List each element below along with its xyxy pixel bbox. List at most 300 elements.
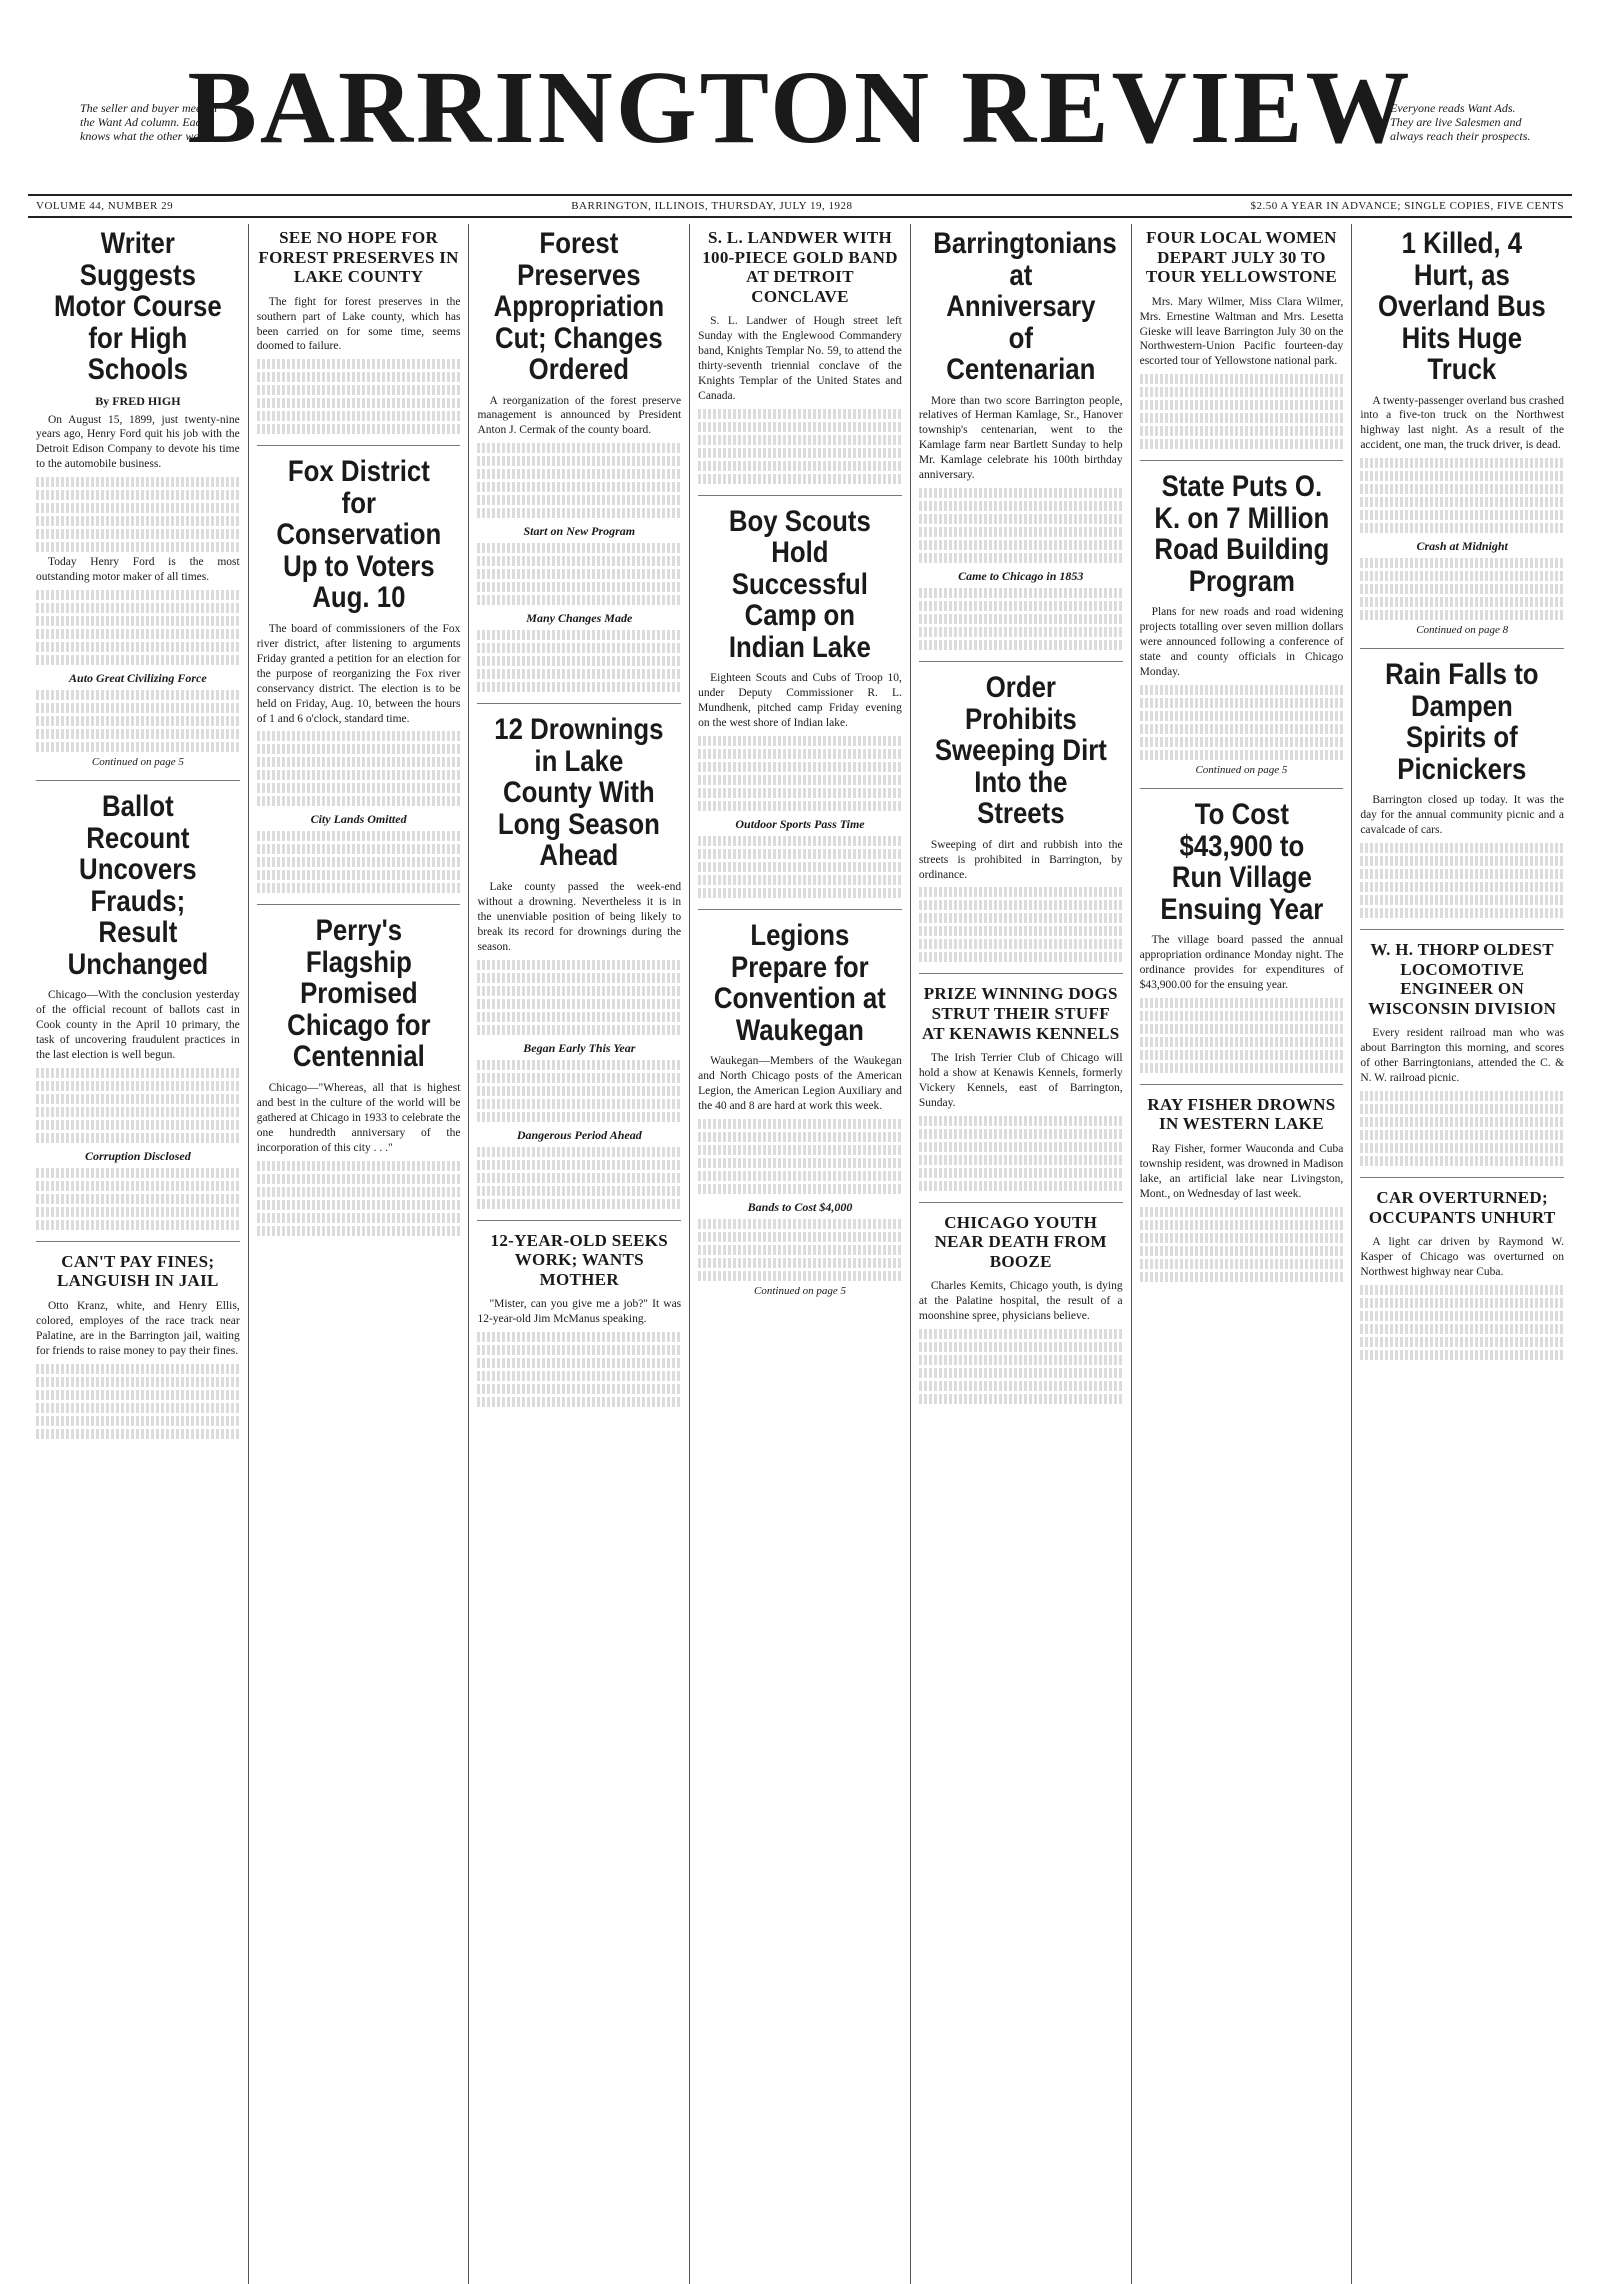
illegible-text-line [698, 448, 902, 458]
illegible-text-line [1140, 1259, 1344, 1269]
illegible-text-line [1140, 724, 1344, 734]
article-headline: S. L. LANDWER WITH 100-PIECE GOLD BAND AT DETROIT CONCLAVE [702, 228, 898, 306]
illegible-text-line [1360, 1350, 1564, 1360]
illegible-text-line [36, 1429, 240, 1439]
illegible-text-line [477, 1358, 681, 1368]
article-paragraph: The Irish Terrier Club of Chicago will hold a show at Kenawis Kennels, formerly Vickery Kennels, east of Barrington, Sunday. [918, 1052, 1123, 1109]
illegible-text-line [1140, 1063, 1344, 1073]
article-subhead: Came to Chicago in 1853 [958, 569, 1084, 584]
illegible-text-line [1360, 523, 1564, 533]
illegible-text-line [36, 516, 240, 526]
illegible-text-line [698, 849, 902, 859]
article-paragraph: S. L. Landwer of Hough street left Sunday with the Englewood Commandery band, Knights Templar No. 59, to attend the thirty-seventh triennial conclave of the Knights Templar of the United States and Canada. [698, 315, 902, 402]
illegible-text-line [477, 1060, 681, 1070]
article-headline: W. H. THORP OLDEST LOCOMOTIVE ENGINEER ON WISCONSIN DIVISION [1368, 940, 1557, 1018]
illegible-text-line [257, 411, 461, 421]
illegible-text-line [1360, 484, 1564, 494]
illegible-text-line [698, 435, 902, 445]
article [257, 228, 461, 446]
illegible-text-line [1360, 882, 1564, 892]
illegible-text-line [1360, 1298, 1564, 1308]
column-4 [690, 224, 911, 2284]
illegible-text-line [919, 913, 1123, 923]
illegible-text-line [477, 1012, 681, 1022]
illegible-text-line [698, 422, 902, 432]
illegible-text-line [477, 973, 681, 983]
illegible-text-line [1360, 571, 1564, 581]
illegible-text-line [1360, 1324, 1564, 1334]
illegible-text-line [36, 1120, 240, 1130]
illegible-text-line [698, 1145, 902, 1155]
illegible-text-line [1140, 711, 1344, 721]
illegible-text-line [1360, 843, 1564, 853]
article-paragraph: Today Henry Ford is the most outstanding motor maker of all times. [36, 556, 240, 584]
article-headline: Barringtonians at Anniversary of Centenarian [933, 227, 1117, 386]
illegible-text-line [1360, 1156, 1564, 1166]
illegible-text-line [36, 1068, 240, 1078]
illegible-text-line [1140, 1037, 1344, 1047]
illegible-text-line [36, 1364, 240, 1374]
article-subhead: City Lands Omitted [310, 812, 407, 827]
illegible-text-line [477, 960, 681, 970]
illegible-text-line [919, 1129, 1123, 1139]
article-headline: CHICAGO YOUTH NEAR DEATH FROM BOOZE [934, 1212, 1107, 1271]
article-headline: State Puts O. K. on 7 Million Road Building Program [1154, 470, 1329, 598]
illegible-text-line [1140, 1011, 1344, 1021]
article-subhead: Auto Great Civilizing Force [69, 671, 207, 686]
illegible-text-line [477, 1160, 681, 1170]
illegible-text-line [919, 1142, 1123, 1152]
article-paragraph: Plans for new roads and road widening projects totalling over seven million dollars were announced following a conference of state and county officials in Chicago Monday. [1139, 606, 1344, 679]
illegible-text-line [919, 553, 1123, 563]
illegible-text-line [477, 1086, 681, 1096]
illegible-text-line [36, 1094, 240, 1104]
illegible-text-line [477, 1073, 681, 1083]
illegible-text-line [36, 503, 240, 513]
article [257, 915, 461, 1246]
illegible-text-line [257, 831, 461, 841]
illegible-text-line [919, 488, 1123, 498]
illegible-text-line [257, 770, 461, 780]
article [257, 456, 461, 905]
illegible-text-line [36, 616, 240, 626]
article [1360, 659, 1564, 930]
article-headline: RAY FISHER DROWNS IN WESTERN LAKE [1147, 1094, 1336, 1134]
illegible-text-line [36, 477, 240, 487]
illegible-text-line [477, 1099, 681, 1109]
illegible-text-line [1360, 584, 1564, 594]
illegible-text-line [1140, 1233, 1344, 1243]
illegible-text-line [257, 372, 461, 382]
column-2 [249, 224, 470, 2284]
illegible-text-line [257, 359, 461, 369]
illegible-text-line [477, 656, 681, 666]
column-1 [28, 224, 249, 2284]
illegible-text-line [1360, 1143, 1564, 1153]
illegible-text-line [698, 474, 902, 484]
illegible-text-line [919, 514, 1123, 524]
illegible-text-line [919, 1168, 1123, 1178]
article-subhead: Crash at Midnight [1416, 539, 1508, 554]
illegible-text-line [477, 1147, 681, 1157]
illegible-text-line [698, 875, 902, 885]
illegible-text-line [698, 836, 902, 846]
illegible-text-line [1360, 1091, 1564, 1101]
article [1140, 1095, 1344, 1293]
article-paragraph: The fight for forest preserves in the southern part of Lake county, which has been carried on for some time, seems doomed to failure. [256, 295, 461, 353]
illegible-text-line [919, 1381, 1123, 1391]
illegible-text-line [257, 844, 461, 854]
illegible-text-line [477, 1345, 681, 1355]
article-headline: Rain Falls to Dampen Spirits of Picnickers [1385, 658, 1539, 786]
illegible-text-line [698, 1271, 902, 1281]
illegible-text-line [919, 640, 1123, 650]
illegible-text-line [698, 775, 902, 785]
illegible-text-line [257, 731, 461, 741]
illegible-text-line [698, 888, 902, 898]
illegible-text-line [698, 1232, 902, 1242]
illegible-text-line [1140, 1050, 1344, 1060]
illegible-text-line [257, 1187, 461, 1197]
illegible-text-line [1140, 1272, 1344, 1282]
illegible-text-line [477, 986, 681, 996]
right-ear-note: Everyone reads Want Ads. They are live Salesmen and always reach their prospects. [1390, 101, 1531, 143]
illegible-text-line [36, 1107, 240, 1117]
article [919, 672, 1123, 974]
illegible-text-line [698, 788, 902, 798]
article-subhead: Bands to Cost $4,000 [747, 1199, 853, 1214]
illegible-text-line [919, 614, 1123, 624]
illegible-text-line [36, 642, 240, 652]
illegible-text-line [36, 1207, 240, 1217]
illegible-text-line [257, 796, 461, 806]
article [36, 228, 240, 781]
article-paragraph: Ray Fisher, former Wauconda and Cuba township resident, was drowned in Madison lake, an artificial lake near Livingston, Mont., on Wednesday of last week. [1139, 1142, 1344, 1200]
illegible-text-line [477, 1186, 681, 1196]
left-ear-note: The seller and buyer meet in the Want Ad column. Each knows what the other wants. [80, 101, 217, 143]
article-paragraph: Eighteen Scouts and Cubs of Troop 10, under Deputy Commissioner R. L. Mundhenk, pitched camp Friday evening on the west shore of Indian lake. [698, 672, 902, 730]
illegible-text-line [36, 703, 240, 713]
illegible-text-line [257, 757, 461, 767]
article-paragraph: A twenty-passenger overland bus crashed into a five-ton truck on the Northwest highway last night. As a result of the accident, one man, the truck driver, is dead. [1360, 394, 1565, 452]
illegible-text-line [257, 1161, 461, 1171]
illegible-text-line [36, 690, 240, 700]
illegible-text-line [36, 1220, 240, 1230]
illegible-text-line [477, 630, 681, 640]
illegible-text-line [698, 762, 902, 772]
article [919, 228, 1123, 662]
article [919, 1213, 1123, 1415]
illegible-text-line [477, 495, 681, 505]
illegible-text-line [1360, 1285, 1564, 1295]
illegible-text-line [477, 643, 681, 653]
illegible-text-line [36, 742, 240, 752]
illegible-text-line [698, 1158, 902, 1168]
illegible-text-line [1140, 737, 1344, 747]
illegible-text-line [257, 1226, 461, 1236]
illegible-text-line [919, 939, 1123, 949]
masthead [28, 14, 1572, 164]
illegible-text-line [919, 540, 1123, 550]
article-headline: Legions Prepare for Convention at Waukegan [714, 919, 887, 1047]
illegible-text-line [36, 590, 240, 600]
article-paragraph: Chicago—With the conclusion yesterday of the official recount of ballots cast in Cook county in the April 10 primary, the task of uncovering fraudulent practices in the last election is well begun. [36, 989, 240, 1061]
illegible-text-line [1140, 1024, 1344, 1034]
illegible-text-line [919, 1342, 1123, 1352]
illegible-text-line [477, 1173, 681, 1183]
continued-note: Continued on page 5 [1195, 764, 1288, 777]
illegible-text-line [1360, 1337, 1564, 1347]
illegible-text-line [477, 443, 681, 453]
article-headline: 12 Drownings in Lake County With Long Season Ahead [494, 713, 664, 873]
illegible-text-line [477, 1199, 681, 1209]
illegible-text-line [1140, 685, 1344, 695]
article-subhead: Outdoor Sports Pass Time [735, 817, 865, 832]
article-paragraph: Barrington closed up today. It was the day for the annual community picnic and a cavalcade of cars. [1360, 794, 1565, 837]
article-headline: SEE NO HOPE FOR FOREST PRESERVES IN LAKE COUNTY [258, 228, 459, 287]
illegible-text-line [257, 783, 461, 793]
column-3 [469, 224, 690, 2284]
article-paragraph: "Mister, can you give me a job?" It was 12-year-old Jim McManus speaking. [477, 1298, 682, 1326]
article-paragraph: Otto Kranz, white, and Henry Ellis, colored, employes of the race track near Palatine, are in the Barrington jail, waiting for friends to raise money to pay their fines. [36, 1299, 240, 1357]
illegible-text-line [919, 952, 1123, 962]
illegible-text-line [1140, 400, 1344, 410]
illegible-text-line [698, 736, 902, 746]
article-headline: Ballot Recount Uncovers Frauds; Result Unchanged [67, 790, 209, 981]
illegible-text-line [477, 999, 681, 1009]
illegible-text-line [477, 669, 681, 679]
column-5 [911, 224, 1132, 2284]
continued-note: Continued on page 5 [91, 756, 184, 769]
illegible-text-line [919, 627, 1123, 637]
illegible-text-line [257, 1174, 461, 1184]
illegible-text-line [1140, 1220, 1344, 1230]
article-paragraph: Every resident railroad man who was about Barrington this morning, and scores of other Barringtonians, attended the C. & N. W. railroad picnic. [1360, 1027, 1565, 1085]
article-headline: Fox District for Conservation Up to Voters Aug. 10 [276, 455, 442, 615]
article-headline: To Cost $43,900 to Run Village Ensuing Year [1159, 798, 1323, 926]
article-paragraph: Charles Kemits, Chicago youth, is dying at the Palatine hospital, the result of a moonshine spree, physicians believe. [918, 1280, 1123, 1323]
illegible-text-line [1360, 497, 1564, 507]
dateline-bar [28, 194, 1572, 218]
illegible-text-line [919, 1329, 1123, 1339]
illegible-text-line [698, 409, 902, 419]
article [1140, 471, 1344, 789]
illegible-text-line [919, 1155, 1123, 1165]
illegible-text-line [477, 556, 681, 566]
article-headline: FOUR LOCAL WOMEN DEPART JULY 30 TO TOUR YELLOWSTONE [1145, 228, 1337, 287]
illegible-text-line [919, 1116, 1123, 1126]
illegible-text-line [919, 588, 1123, 598]
article-paragraph: Waukegan—Members of the Waukegan and North Chicago posts of the American Legion, the American Legion Auxiliary and the 40 and 8 are hard at work this week. [698, 1055, 902, 1112]
article-columns [28, 224, 1572, 2284]
dateline: BARRINGTON, ILLINOIS, THURSDAY, JULY 19, 1928 [571, 200, 853, 212]
volume-number: VOLUME 44, NUMBER 29 [36, 200, 174, 212]
illegible-text-line [919, 900, 1123, 910]
article [1140, 799, 1344, 1085]
article [919, 984, 1123, 1202]
illegible-text-line [477, 1397, 681, 1407]
illegible-text-line [919, 1368, 1123, 1378]
illegible-text-line [36, 1081, 240, 1091]
article-paragraph: More than two score Barrington people, relatives of Herman Kamlage, Sr., Hanover township's centenarian, went to the Kamlage farm near Bartlett Sunday to help Mr. Kamlage celebrate his 100th birthday anniversary. [918, 394, 1123, 482]
illegible-text-line [919, 601, 1123, 611]
article-subhead: Began Early This Year [523, 1040, 636, 1055]
illegible-text-line [919, 501, 1123, 511]
illegible-text-line [257, 883, 461, 893]
illegible-text-line [698, 862, 902, 872]
article-subhead: Many Changes Made [526, 611, 633, 626]
article-paragraph: A light car driven by Raymond W. Kasper of Chicago was overturned on Northwest highway near Cuba. [1360, 1236, 1565, 1278]
article-paragraph: A reorganization of the forest preserve management is announced by President Anton J. Cermak of the county board. [477, 394, 682, 437]
illegible-text-line [36, 629, 240, 639]
illegible-text-line [257, 870, 461, 880]
illegible-text-line [477, 569, 681, 579]
article [1360, 1188, 1564, 1371]
illegible-text-line [36, 1168, 240, 1178]
illegible-text-line [1360, 458, 1564, 468]
article-paragraph: The board of commissioners of the Fox river district, after listening to arguments Friday granted a petition for an election for the purpose of reorganizing the Fox river conservancy district. The election is to be held on Friday, Aug. 10, between the hours of 1 and 6 o'clock, standard time. [256, 622, 461, 725]
illegible-text-line [36, 1390, 240, 1400]
illegible-text-line [257, 1213, 461, 1223]
illegible-text-line [36, 1377, 240, 1387]
illegible-text-line [1140, 998, 1344, 1008]
article-paragraph: Chicago—"Whereas, all that is highest and best in the culture of the world will be gathered at Chicago in 1933 to celebrate the one hundredth anniversary of the incorporation of this city . . ." [256, 1081, 461, 1154]
illegible-text-line [257, 744, 461, 754]
subscription-price: $2.50 A YEAR IN ADVANCE; SINGLE COPIES, FIVE CENTS [1250, 200, 1564, 212]
article [477, 714, 681, 1220]
article-headline: CAN'T PAY FINES; LANGUISH IN JAIL [57, 1251, 219, 1291]
illegible-text-line [36, 716, 240, 726]
illegible-text-line [36, 1133, 240, 1143]
article [698, 506, 902, 910]
article [698, 920, 902, 1309]
article [1360, 940, 1564, 1178]
article-headline: 12-YEAR-OLD SEEKS WORK; WANTS MOTHER [490, 1230, 669, 1289]
illegible-text-line [477, 543, 681, 553]
illegible-text-line [1360, 558, 1564, 568]
illegible-text-line [477, 482, 681, 492]
illegible-text-line [919, 1394, 1123, 1404]
illegible-text-line [1140, 750, 1344, 760]
illegible-text-line [36, 1194, 240, 1204]
article-headline: Order Prohibits Sweeping Dirt Into the Streets [934, 671, 1107, 831]
illegible-text-line [1140, 698, 1344, 708]
illegible-text-line [698, 1219, 902, 1229]
illegible-text-line [698, 461, 902, 471]
article-paragraph: Lake county passed the week-end without a drowning. Nevertheless it is in the unenviable position of being likely to break its record for drownings during the season. [477, 880, 682, 953]
illegible-text-line [1360, 471, 1564, 481]
article-headline: Boy Scouts Hold Successful Camp on Indian Lake [729, 504, 871, 664]
illegible-text-line [477, 508, 681, 518]
article [1140, 228, 1344, 461]
illegible-text-line [36, 729, 240, 739]
article-headline: CAR OVERTURNED; OCCUPANTS UNHURT [1368, 1188, 1556, 1227]
article-subhead: Dangerous Period Ahead [516, 1127, 642, 1142]
illegible-text-line [1360, 1130, 1564, 1140]
illegible-text-line [36, 529, 240, 539]
article-paragraph: Sweeping of dirt and rubbish into the streets is prohibited in Barrington, by ordinance. [918, 838, 1123, 881]
illegible-text-line [36, 1403, 240, 1413]
illegible-text-line [698, 1245, 902, 1255]
illegible-text-line [698, 801, 902, 811]
illegible-text-line [36, 490, 240, 500]
illegible-text-line [1140, 1246, 1344, 1256]
illegible-text-line [919, 887, 1123, 897]
newspaper-title: BARRINGTON REVIEW [187, 50, 1413, 165]
illegible-text-line [477, 1025, 681, 1035]
illegible-text-line [36, 655, 240, 665]
continued-note: Continued on page 5 [754, 1284, 846, 1297]
column-7 [1352, 224, 1572, 2284]
illegible-text-line [1140, 1207, 1344, 1217]
illegible-text-line [477, 595, 681, 605]
illegible-text-line [257, 385, 461, 395]
illegible-text-line [1360, 510, 1564, 520]
illegible-text-line [1360, 895, 1564, 905]
article [1360, 228, 1564, 649]
illegible-text-line [257, 424, 461, 434]
article [36, 791, 240, 1242]
illegible-text-line [257, 398, 461, 408]
column-6 [1132, 224, 1353, 2284]
illegible-text-line [919, 1355, 1123, 1365]
article-headline: Forest Preserves Appropriation Cut; Changes Ordered [494, 227, 665, 386]
article [698, 228, 902, 496]
illegible-text-line [919, 1181, 1123, 1191]
illegible-text-line [1360, 597, 1564, 607]
illegible-text-line [698, 1184, 902, 1194]
article-headline: PRIZE WINNING DOGS STRUT THEIR STUFF AT KENAWIS KENNELS [921, 984, 1120, 1043]
illegible-text-line [1140, 374, 1344, 384]
illegible-text-line [257, 857, 461, 867]
illegible-text-line [1140, 413, 1344, 423]
article [36, 1252, 240, 1450]
article-subhead: Start on New Program [523, 524, 636, 539]
illegible-text-line [36, 603, 240, 613]
illegible-text-line [1360, 1104, 1564, 1114]
illegible-text-line [698, 1171, 902, 1181]
illegible-text-line [36, 1181, 240, 1191]
article-headline: 1 Killed, 4 Hurt, as Overland Bus Hits Huge Truck [1378, 227, 1547, 386]
illegible-text-line [698, 749, 902, 759]
illegible-text-line [1140, 387, 1344, 397]
illegible-text-line [698, 1258, 902, 1268]
article [477, 1231, 681, 1419]
illegible-text-line [477, 1384, 681, 1394]
article-byline: By FRED HIGH [95, 393, 181, 408]
illegible-text-line [1140, 439, 1344, 449]
illegible-text-line [477, 1371, 681, 1381]
article-subhead: Corruption Disclosed [85, 1148, 191, 1163]
article [477, 228, 681, 704]
illegible-text-line [477, 1332, 681, 1342]
article-headline: Writer Suggests Motor Course for High Schools [54, 227, 222, 386]
illegible-text-line [1360, 610, 1564, 620]
illegible-text-line [36, 1416, 240, 1426]
illegible-text-line [477, 582, 681, 592]
illegible-text-line [477, 469, 681, 479]
illegible-text-line [257, 1200, 461, 1210]
continued-note: Continued on page 8 [1416, 624, 1509, 637]
illegible-text-line [1140, 426, 1344, 436]
article-paragraph: On August 15, 1899, just twenty-nine years ago, Henry Ford quit his job with the Detroit Edison Company to devote his time to the automobile business. [36, 413, 240, 471]
illegible-text-line [1360, 908, 1564, 918]
article-paragraph: The village board passed the annual appropriation ordinance Monday night. The ordinance provides for expenditures of $43,900.00 for the ensuing year. [1139, 934, 1344, 991]
illegible-text-line [1360, 869, 1564, 879]
illegible-text-line [477, 1112, 681, 1122]
illegible-text-line [919, 527, 1123, 537]
illegible-text-line [36, 542, 240, 552]
